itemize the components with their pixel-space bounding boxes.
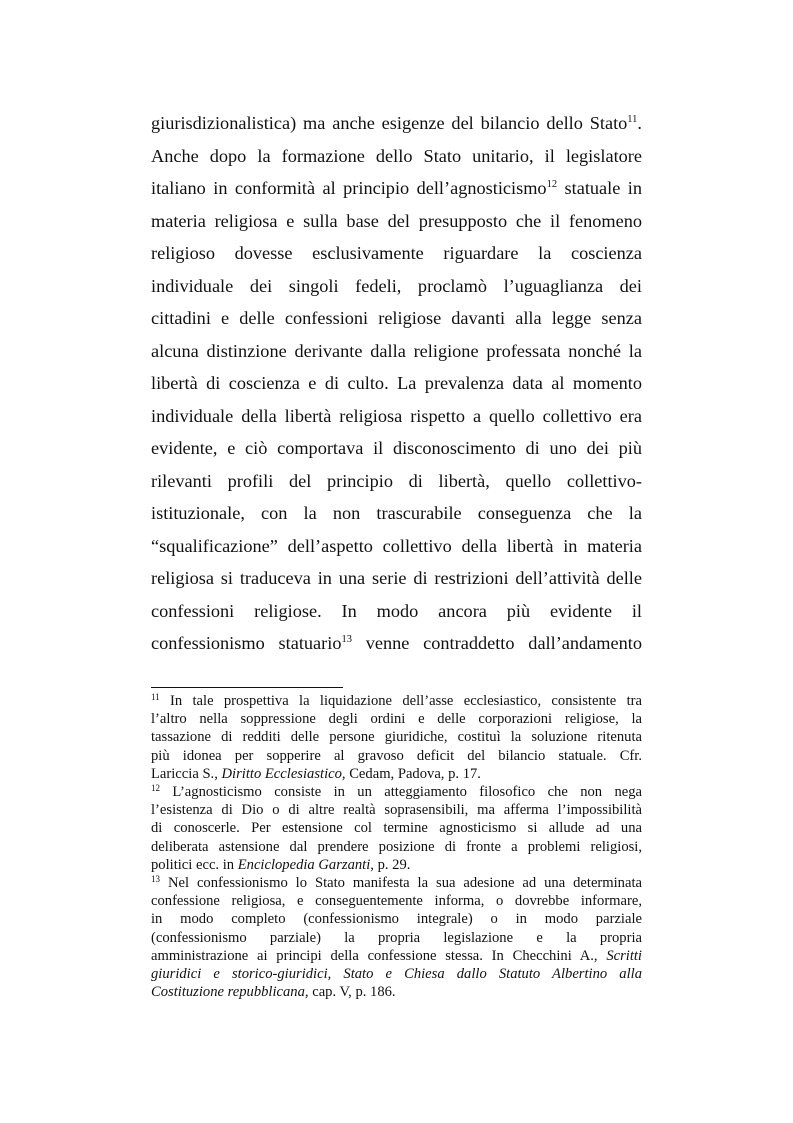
footnote-line <box>151 965 642 983</box>
body-line: individuale della libertà religiosa rispetto a quello collettivo era <box>151 405 642 426</box>
footnote-13 <box>151 874 642 1001</box>
body-line: religioso dovesse esclusivamente riguardare la coscienza <box>151 243 642 263</box>
body-line: evidente, e ciò comportava il disconoscimento di uno dei più <box>151 438 642 458</box>
body-line: cittadini e delle confessioni religiose davanti alla legge senza <box>151 308 642 328</box>
footnote-ref-11[interactable]: 11 <box>627 114 638 125</box>
footnotes <box>151 692 642 1001</box>
footnote-12 <box>151 783 642 874</box>
footnote-line: $^{12}$ L’agnosticismo consiste in un atteggiamento filosofico che non nega <box>151 783 642 801</box>
body-line: religiosa si traduceva in una serie di restrizioni dell’attività delle <box>151 568 642 588</box>
footnote-ref-13[interactable]: 13 <box>341 634 352 645</box>
footnote-line: tassazione di redditi delle persone giuridiche, costituì la soluzione ritenuta <box>151 729 642 746</box>
footnote-line: Costituzione repubblicana, cap. V, p. 186. <box>151 984 396 1001</box>
body-line: confessionismo statuario$^{13}$ venne contraddetto dall’andamento <box>151 633 643 653</box>
footnote-line: l’esistenza di Dio o di altre realtà soprasensibili, ma afferma l’impossibilità <box>151 802 642 819</box>
body-line: “squalificazione” dell’aspetto collettivo della libertà in materia <box>151 535 642 556</box>
body-line: confessioni religiose. In modo ancora più evidente il <box>151 600 642 621</box>
footnote-separator <box>151 687 343 688</box>
body-line: giurisdizionalistica) ma anche esigenze del bilancio dello Stato$^{11}$. <box>151 113 642 133</box>
footnote-line: più idonea per sopperire al gravoso deficit del bilancio statuale. Cfr. <box>151 747 642 764</box>
footnote-line: Lariccia S., Diritto Ecclesiastico, Cedam, Padova, p. 17. <box>151 765 481 782</box>
body-line: italiano in conformità al principio dell’agnosticismo$^{12}$ statuale in <box>151 178 642 198</box>
footnote-line: politici ecc. in Enciclopedia Garzanti, p. 29. <box>151 856 411 873</box>
footnote-line: confessione religiosa, e conseguentemente informa, o dovrebbe informare, <box>151 893 642 910</box>
footnote-line: $^{13}$ Nel confessionismo lo Stato manifesta la sua adesione ad una determinata <box>151 874 642 892</box>
footnote-number: 11 <box>151 692 160 702</box>
citation-title: Costituzione repubblicana, <box>151 984 309 1001</box>
footnote-number: 12 <box>151 783 160 794</box>
citation-title: Enciclopedia Garzanti <box>237 856 371 873</box>
footnote-line: di conoscerle. Per estensione col termine agnosticismo si allude ad una <box>151 820 642 837</box>
body-line: individuale dei singoli fedeli, proclamò l’uguaglianza dei <box>151 275 642 296</box>
footnote-line: (confessionismo parziale) la propria legislazione e la propria <box>151 929 642 946</box>
body-text <box>151 107 642 660</box>
body-line: alcuna distinzione derivante dalla religione professata nonché la <box>151 340 642 361</box>
footnote-number: 13 <box>151 874 160 885</box>
body-line: istituzionale, con la non trascurabile conseguenza che la <box>151 503 642 523</box>
footnote-line: l’altro nella soppressione degli ordini e delle corporazioni religiose, la <box>151 711 642 728</box>
footnote-ref-12[interactable]: 12 <box>546 179 558 190</box>
citation-title: giuridici e storico-giuridici, Stato e Chiesa dallo Statuto Albertino alla <box>151 966 642 983</box>
footnote-line: deliberata astensione dal prendere posizione di fronte a problemi religiosi, <box>151 838 642 855</box>
footnote-11 <box>151 692 642 783</box>
footnote-line: $^{11}$ In tale prospettiva la liquidazione dell’asse ecclesiastico, consistente tra <box>151 692 642 709</box>
body-line: Anche dopo la formazione dello Stato unitario, il legislatore <box>151 145 642 166</box>
footnote-line: in modo completo (confessionismo integrale) o in modo parziale <box>151 911 642 928</box>
body-line: rilevanti profili del principio di libertà, quello collettivo- <box>151 470 642 491</box>
footnote-line: amministrazione ai principi della confessione stessa. In Checchini A., Scritti <box>151 947 642 964</box>
citation-title: Diritto Ecclesiastico <box>221 765 342 782</box>
citation-title: Scritti <box>606 947 642 964</box>
body-line: libertà di coscienza e di culto. La prevalenza data al momento <box>151 373 642 393</box>
body-line: materia religiosa e sulla base del presupposto che il fenomeno <box>151 210 642 231</box>
